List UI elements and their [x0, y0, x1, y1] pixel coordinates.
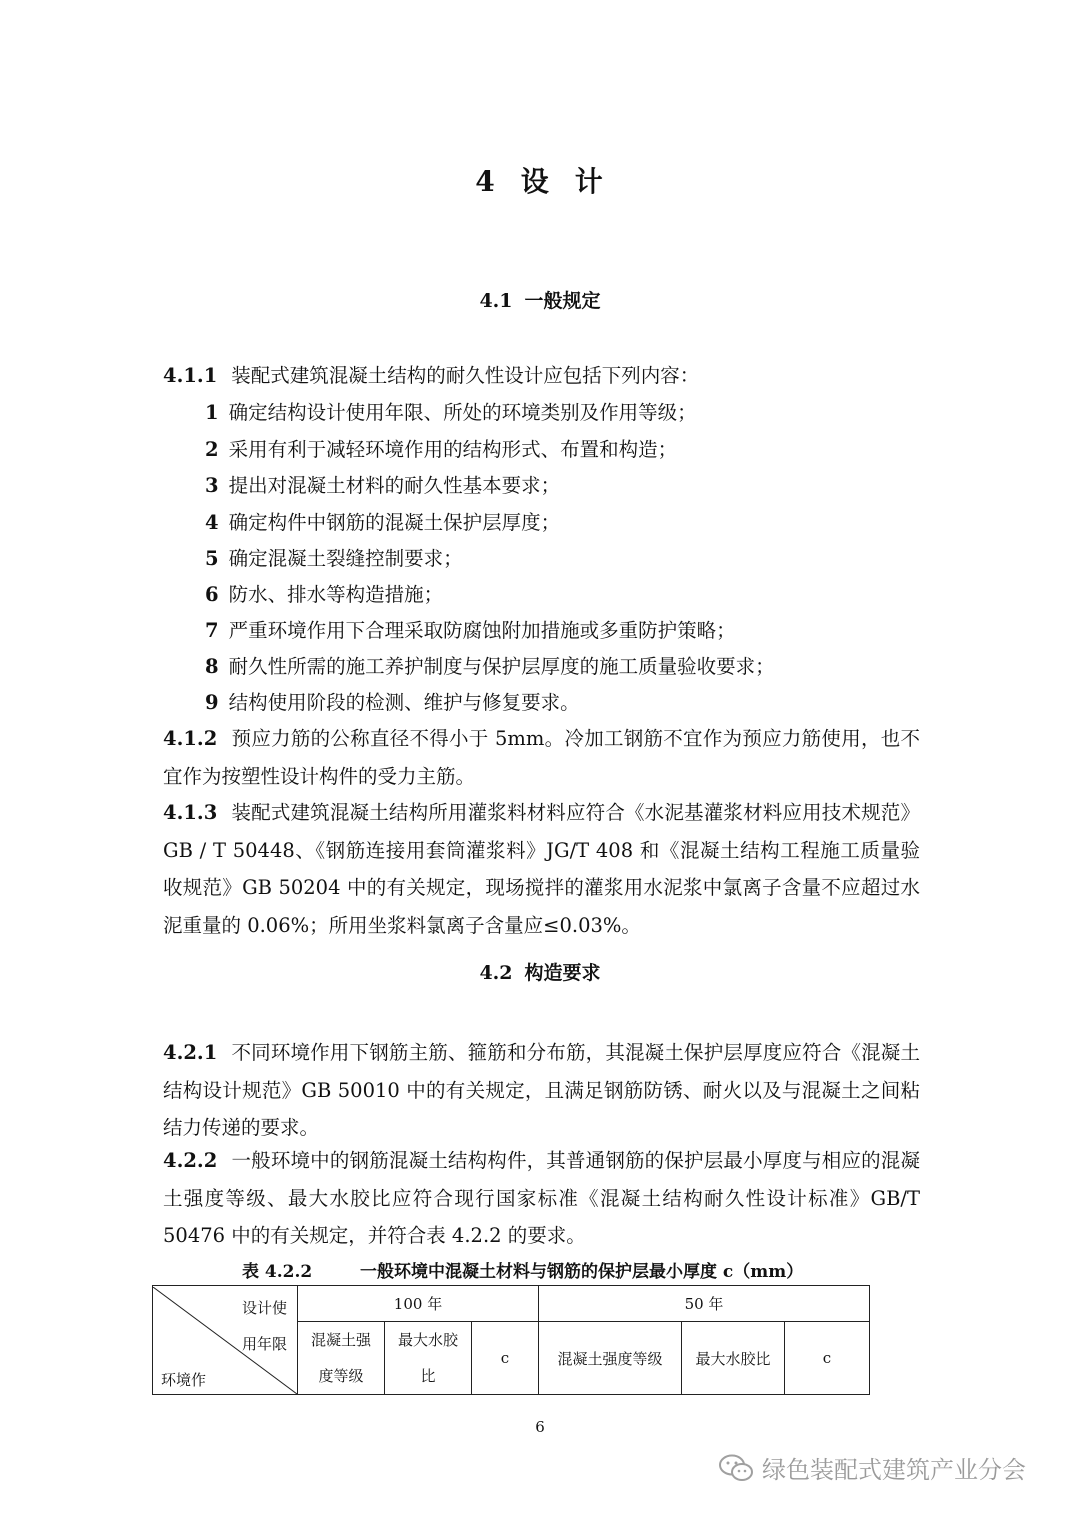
clause-text: 预应力筋的公称直径不得小于 5mm。冷加工钢筋不宜作为预应力筋使用，也不宜作为按塑性设计构件的受力主筋。 — [163, 727, 920, 788]
list-item: 1 确定结构设计使用年限、所处的环境类别及作用等级； — [205, 401, 697, 424]
clause-text: 装配式建筑混凝土结构所用灌浆料材料应符合《水泥基灌浆材料应用技术规范》GB / T 50448、《钢筋连接用套筒灌浆料》JG/T 408 和《混凝土结构工程施工质量验收规范》GB 50204 中的有关规定，现场搅拌的灌浆用水泥浆中氯离子含量不应超过水泥重量的 0.06%；所用坐浆料氯离子含量应≤0.03%。 — [163, 801, 920, 937]
diag-label-bottom: 环境作 — [161, 1370, 207, 1389]
list-item: 3 提出对混凝土材料的耐久性基本要求； — [205, 474, 561, 497]
clause-4-2-2 — [163, 1142, 920, 1255]
table-title: 一般环境中混凝土材料与钢筋的保护层最小厚度 c（mm） — [360, 1262, 804, 1282]
list-item: 5 确定混凝土裂缝控制要求； — [205, 547, 463, 570]
clause-number: 4.1.1 — [163, 364, 218, 387]
chapter-title — [0, 160, 1080, 200]
section-4-1-heading — [0, 286, 1080, 313]
wechat-icon — [718, 1453, 754, 1483]
list-item: 4 确定构件中钢筋的混凝土保护层厚度； — [205, 511, 561, 534]
group-header-50: 50 年 — [539, 1286, 870, 1322]
col-header: c — [785, 1322, 870, 1395]
clause-4-2-1 — [163, 1034, 920, 1147]
watermark-text: 绿色装配式建筑产业分会 — [762, 1456, 1026, 1484]
list-item: 2 采用有利于减轻环境作用的结构形式、布置和构造； — [205, 438, 678, 461]
chapter-number: 4 — [475, 165, 497, 198]
section-4-2-heading — [0, 958, 1080, 985]
col-header: 混凝土强度等级 — [539, 1322, 682, 1395]
diagonal-header-cell — [153, 1286, 298, 1395]
section-number: 4.2 — [479, 962, 513, 984]
clause-number: 4.2.2 — [163, 1149, 218, 1172]
col-header: 最大水胶比 — [682, 1322, 785, 1395]
cover-thickness-table — [152, 1285, 870, 1395]
section-number: 4.1 — [479, 290, 513, 312]
watermark — [718, 1450, 1026, 1485]
section-title: 构造要求 — [524, 962, 601, 984]
table-number: 表 4.2.2 — [242, 1262, 313, 1282]
clause-number: 4.1.2 — [163, 727, 218, 750]
clause-4-1-3 — [163, 794, 920, 944]
col-header: c — [472, 1322, 539, 1395]
col-header: 最大水胶比 — [385, 1322, 472, 1395]
clause-number: 4.1.3 — [163, 801, 218, 824]
list-item: 9 结构使用阶段的检测、维护与修复要求。 — [205, 691, 580, 714]
clause-number: 4.2.1 — [163, 1041, 218, 1064]
section-title: 一般规定 — [524, 290, 601, 312]
diag-label-top-2: 用年限 — [241, 1334, 287, 1353]
page-number: 6 — [535, 1418, 545, 1436]
clause-4-1-1 — [163, 357, 920, 395]
diag-label-top-1: 设计使 — [241, 1298, 287, 1317]
clause-text: 一般环境中的钢筋混凝土结构构件，其普通钢筋的保护层最小厚度与相应的混凝土强度等级、最大水胶比应符合现行国家标准《混凝土结构耐久性设计标准》GB/T 50476 中的有关规定，并符合表 4.2.2 的要求。 — [163, 1149, 920, 1247]
list-item: 6 防水、排水等构造措施； — [205, 583, 444, 606]
clause-text: 不同环境作用下钢筋主筋、箍筋和分布筋，其混凝土保护层厚度应符合《混凝土结构设计规范》GB 50010 中的有关规定，且满足钢筋防锈、耐火以及与混凝土之间粘结力传递的要求。 — [163, 1041, 920, 1139]
clause-text: 装配式建筑混凝土结构的耐久性设计应包括下列内容： — [231, 364, 700, 387]
list-item: 8 耐久性所需的施工养护制度与保护层厚度的施工质量验收要求； — [205, 655, 775, 678]
list-item: 7 严重环境作用下合理采取防腐蚀附加措施或多重防护策略； — [205, 619, 736, 642]
col-header: 混凝土强度等级 — [298, 1322, 385, 1395]
chapter-title-a: 设 — [520, 165, 551, 198]
clause-4-1-2 — [163, 720, 920, 795]
group-header-100: 100 年 — [298, 1286, 539, 1322]
chapter-title-b: 计 — [574, 165, 605, 198]
